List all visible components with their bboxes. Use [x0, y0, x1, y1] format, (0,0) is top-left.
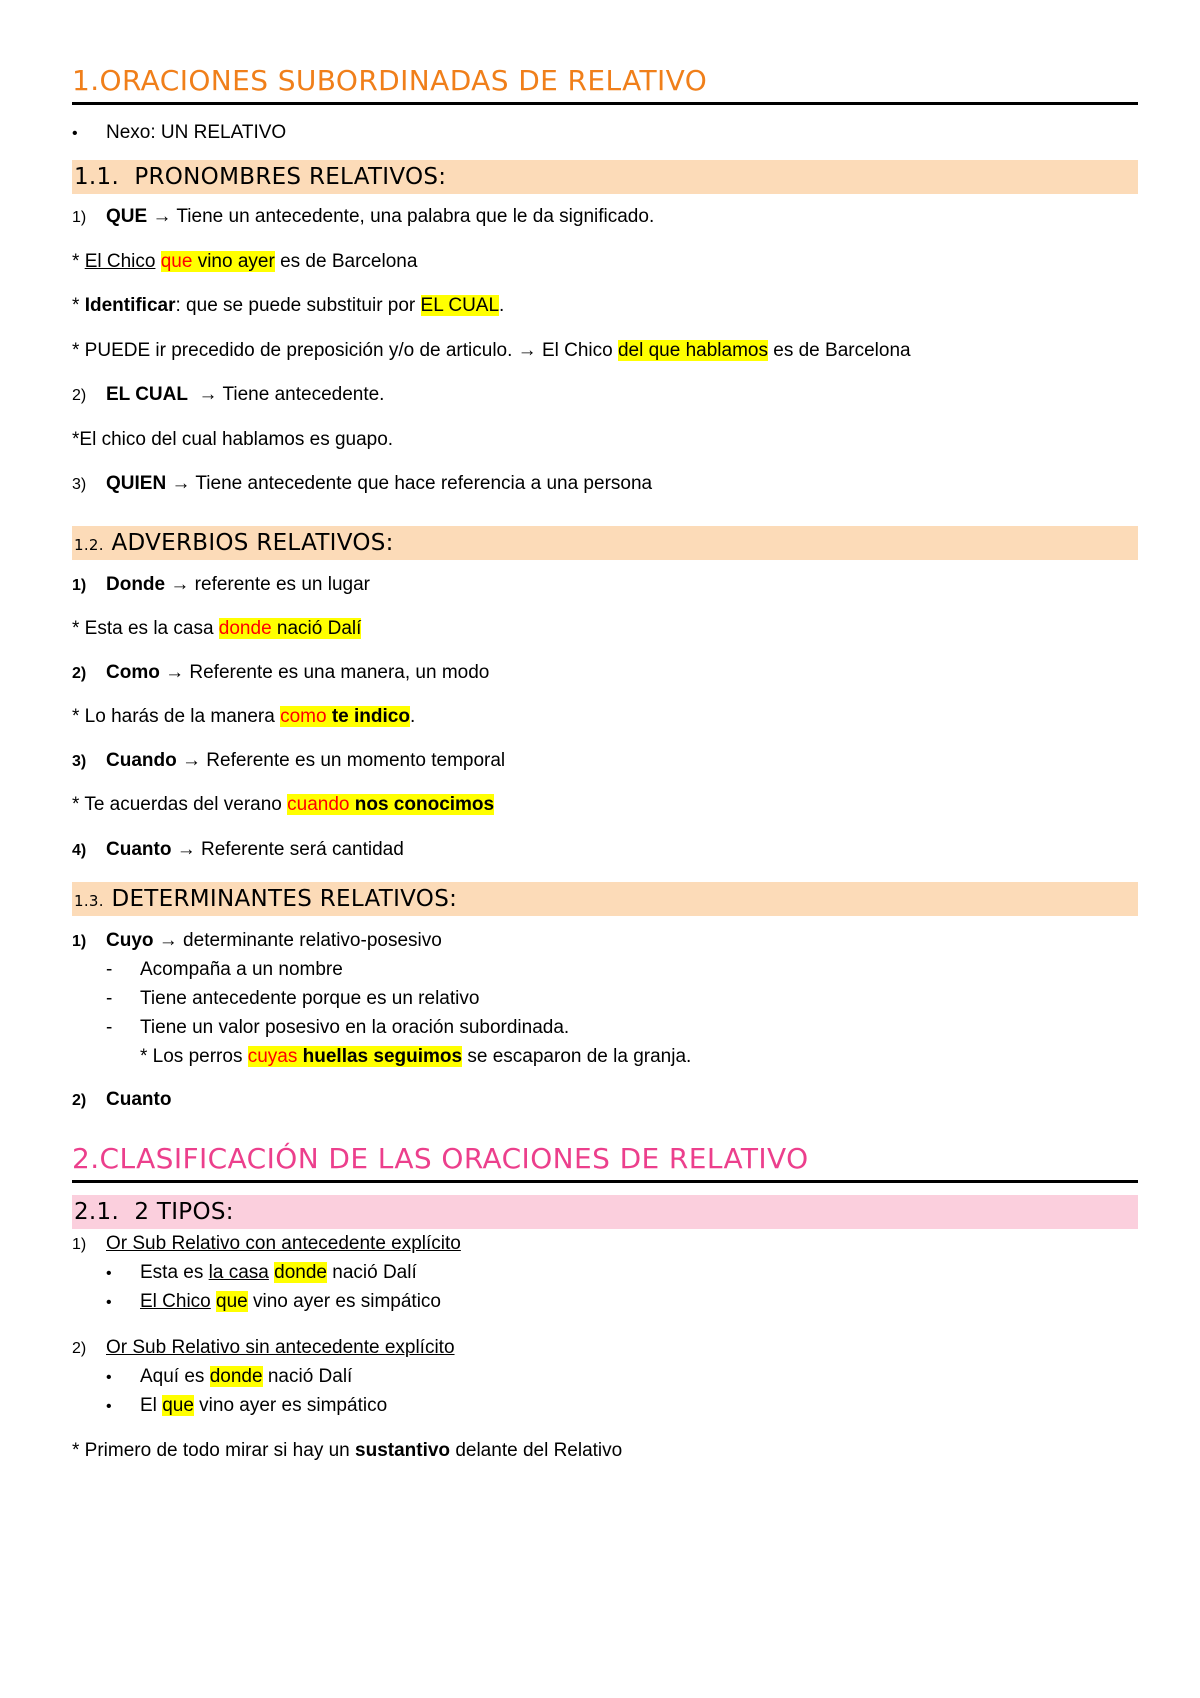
list-item-cuanto-det: 2) Cuanto [72, 1089, 172, 1110]
identificar-line: * Identificar: que se puede substituir por EL CUAL. [72, 295, 505, 316]
section-1-heading [72, 64, 1138, 105]
bullet-icon: • [106, 1265, 112, 1282]
arrow-icon: → [176, 839, 196, 860]
type-1-example-1: • Esta es la casa donde nació Dalí [106, 1260, 417, 1287]
final-note: * Primero de todo mirar si hay un sustantivo delante del Relativo [72, 1440, 623, 1461]
list-item-el-cual: 2) EL CUAL → Tiene antecedente. [72, 384, 385, 405]
bullet-icon: • [106, 1369, 112, 1386]
example-cuyo: * Los perros cuyas huellas seguimos se escaparon de la granja. [140, 1046, 692, 1067]
section-2-heading [72, 1142, 1138, 1183]
arrow-icon: → [165, 662, 185, 683]
list-item-cuando: 3) Cuando → Referente es un momento temporal [72, 750, 506, 771]
section-2-number: 2. [72, 1142, 100, 1175]
subsection-2-1-heading: 2.1. 2 TIPOS: [72, 1195, 1138, 1229]
cuyo-point-3: - Tiene un valor posesivo en la oración subordinada. [106, 1017, 570, 1038]
section-1-number: 1. [72, 64, 100, 97]
subsection-1-1-heading: 1.1. PRONOMBRES RELATIVOS: [72, 160, 1138, 194]
list-item-como: 2) Como → Referente es una manera, un modo [72, 662, 490, 683]
bullet-icon: • [106, 1294, 112, 1311]
bullet-icon: • [106, 1398, 112, 1415]
arrow-icon: → [152, 206, 172, 227]
list-item-quien: 3) QUIEN → Tiene antecedente que hace referencia a una persona [72, 473, 653, 494]
example-como: * Lo harás de la manera como te indico. [72, 706, 416, 727]
arrow-icon: → [182, 750, 201, 771]
type-2-example-2: • El que vino ayer es simpático [106, 1393, 387, 1420]
type-1-title: 1) Or Sub Relativo con antecedente explícito [72, 1233, 461, 1254]
subsection-1-2-heading: 1.2. ADVERBIOS RELATIVOS: [72, 526, 1138, 560]
arrow-icon: → [171, 473, 191, 494]
type-2-title: 2) Or Sub Relativo sin antecedente explícito [72, 1337, 455, 1358]
nexo-line: • Nexo: UN RELATIVO [72, 120, 286, 147]
list-item-cuyo: 1) Cuyo → determinante relativo-posesivo [72, 930, 442, 951]
type-1-example-2: • El Chico que vino ayer es simpático [106, 1289, 441, 1316]
arrow-icon: → [198, 384, 218, 405]
puede-line: * PUEDE ir precedido de preposición y/o de articulo. → El Chico del que hablamos es de Barcelona [72, 340, 911, 361]
cuyo-point-2: - Tiene antecedente porque es un relativo [106, 988, 480, 1009]
subsection-1-3-heading: 1.3. DETERMINANTES RELATIVOS: [72, 882, 1138, 916]
type-2-example-1: • Aquí es donde nació Dalí [106, 1364, 352, 1391]
list-item-que: 1) QUE → Tiene un antecedente, una palabra que le da significado. [72, 206, 655, 227]
example-que: * El Chico que vino ayer es de Barcelona [72, 251, 418, 272]
list-item-donde: 1) Donde → referente es un lugar [72, 574, 371, 595]
bullet-icon: • [72, 125, 78, 142]
example-donde: * Esta es la casa donde nació Dalí [72, 618, 362, 639]
cuyo-point-1: - Acompaña a un nombre [106, 959, 343, 980]
arrow-icon: → [170, 574, 190, 595]
example-el-cual: *El chico del cual hablamos es guapo. [72, 429, 394, 450]
section-1-title: ORACIONES SUBORDINADAS DE RELATIVO [99, 64, 708, 97]
arrow-icon: → [158, 930, 178, 951]
list-item-cuanto: 4) Cuanto → Referente será cantidad [72, 839, 404, 860]
section-2-title: CLASIFICACIÓN DE LAS ORACIONES DE RELATIVO [99, 1142, 809, 1175]
example-cuando: * Te acuerdas del verano cuando nos conocimos [72, 794, 495, 815]
